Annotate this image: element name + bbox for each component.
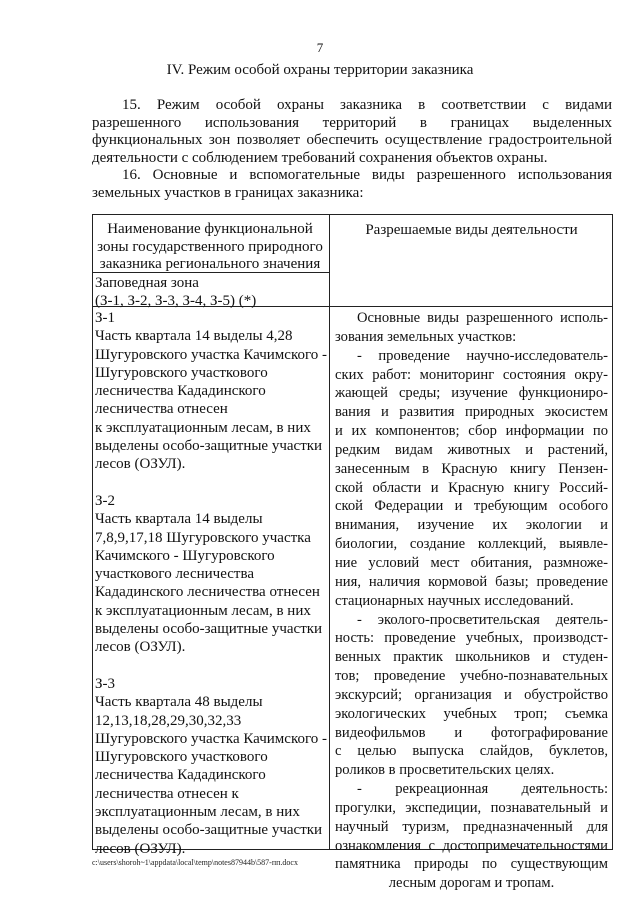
activity-line: жающей среды; изучение функциониро- — [335, 385, 608, 402]
activity-line: роликов в просветительских целях. — [335, 762, 555, 779]
parcel-line: выделены особо-защитные участки — [95, 621, 323, 638]
table-border-top — [92, 214, 613, 215]
parcel-line: Часть квартала 14 выделы 4,28 — [95, 328, 293, 345]
parcel-line: лесов (ОЗУЛ). — [95, 840, 186, 857]
activity-line: научный туризм, предназначенный для — [335, 818, 608, 835]
activity-line: тов; проведение учебно-познавательных — [335, 668, 608, 685]
paragraph-15-line: разрешенного использования территорий в границах выделенных — [92, 114, 612, 131]
paragraph-15-line: 15. Режим особой охраны заказника в соответствии с видами — [122, 97, 612, 113]
activity-line: занесенным в Красную книгу Пензен- — [335, 460, 608, 477]
activity-line: ность: проведение учебных, производст- — [335, 630, 608, 647]
activity-line: вания и развития природных экосистем — [335, 404, 608, 421]
parcel-line: лесничества отнесен — [95, 401, 228, 418]
parcel-line: Часть квартала 14 выделы — [95, 511, 263, 528]
permitted-activities-cell — [335, 309, 608, 893]
activity-line: ния, наличия кормовой базы; проведение — [335, 573, 608, 590]
parcel-line: Шугуровского участкового — [95, 364, 268, 381]
parcel-line: выделены особо-защитные участки — [95, 822, 323, 839]
table-border-left — [92, 214, 93, 850]
activity-line: ние условий мест обитания, размноже- — [335, 554, 608, 571]
parcel-line: Качимского - Шугуровского — [95, 547, 275, 564]
parcel-line: Шугуровского участкового — [95, 749, 268, 766]
parcel-line: к эксплуатационным лесам, в них — [95, 602, 311, 619]
activity-line: - эколого-просветительская деятель- — [357, 611, 608, 628]
parcel-line: эксплуатационным лесам, в них — [95, 804, 300, 821]
activity-line: ских работ: мониторинг состояния окру- — [335, 366, 608, 383]
activity-line: прогулки, экспедиции, познавательный и — [335, 799, 608, 816]
paragraph-15 — [92, 97, 612, 167]
activity-line: ознакомления с достопримечательностями — [335, 837, 608, 854]
paragraph-16 — [92, 167, 612, 202]
spacer — [95, 657, 327, 675]
activity-line: экскурсий; организация и обустройство — [335, 686, 608, 703]
zone-parcels-cell — [95, 309, 327, 858]
page-number: 7 — [316, 40, 324, 55]
parcel-line: Кададинского лесничества отнесен — [95, 584, 320, 601]
table-header-zone — [92, 221, 328, 274]
table-header-activities: Разрешаемые виды деятельности — [365, 222, 578, 238]
activity-line: внимания, изучение их экологии и — [335, 517, 608, 534]
header-line: Наименование функциональной — [107, 221, 313, 237]
paragraph-15-line: функциональных зон позволяет обеспечить осуществление градостроительной — [92, 132, 612, 149]
parcel-code: З-3 — [95, 675, 116, 692]
activity-line: и их компонентов; сбор информации по — [335, 423, 608, 440]
parcel-line: лесов (ОЗУЛ). — [95, 639, 186, 656]
activity-line: - рекреационная деятельность: — [357, 781, 608, 798]
zone-name-cell — [95, 274, 327, 311]
activity-line: лесным дорогам и тропам. — [388, 875, 555, 892]
paragraph-16-line: 16. Основные и вспомогательные виды разрешенного использования — [122, 167, 612, 183]
zone-codes: (З-1, З-2, З-3, З-4, З-5) (*) — [95, 293, 257, 310]
activity-line: ской области и Красную книгу Россий- — [335, 479, 608, 496]
table-border-right — [612, 214, 613, 850]
parcel-line: участкового лесничества — [95, 566, 255, 583]
parcel-line: к эксплуатационным лесам, в них — [95, 419, 311, 436]
activity-line: венных практик школьников и студен- — [335, 649, 608, 666]
parcel-line: Шугуровского участка Качимского - — [95, 346, 328, 363]
table-column-divider — [329, 214, 330, 850]
parcel-line: лесов (ОЗУЛ). — [95, 456, 186, 473]
activity-line: стационарных научных исследований. — [335, 592, 574, 609]
footer-file-path: c:\users\shoroh~1\appdata\local\temp\notes87944b\587-пп.docx — [92, 858, 298, 867]
activity-line: - проведение научно-исследователь- — [357, 347, 608, 364]
parcel-line: 7,8,9,17,18 Шугуровского участка — [95, 529, 311, 546]
parcel-line: лесничества Кададинского — [95, 767, 266, 784]
section-heading: IV. Режим особой охраны территории заказника — [166, 62, 474, 78]
activity-line: видеофильмов и фотографирование — [335, 724, 608, 741]
parcel-line: лесничества Кададинского — [95, 383, 266, 400]
activity-line: памятника природы по существующим — [335, 856, 608, 873]
activity-line: с целью выпуска слайдов, буклетов, — [335, 743, 608, 760]
parcel-code: З-1 — [95, 310, 116, 326]
activity-line: Основные виды разрешенного исполь- — [357, 310, 608, 326]
parcel-line: лесничества отнесен к — [95, 785, 239, 802]
activity-line: зования земельных участков: — [335, 328, 517, 345]
paragraph-15-line: деятельности с соблюдением требований сохранения объектов охраны. — [92, 149, 548, 166]
parcel-line: Шугуровского участка Качимского - — [95, 730, 328, 747]
zone-name: Заповедная зона — [95, 275, 199, 291]
header-line: зоны государственного природного — [97, 238, 323, 255]
parcel-line: 12,13,18,28,29,30,32,33 — [95, 712, 242, 729]
paragraph-16-line: земельных участков в границах заказника: — [92, 184, 364, 201]
spacer — [95, 474, 327, 492]
activity-line: редким видам животных и растений, — [335, 441, 608, 458]
header-line: заказника регионального значения — [99, 256, 321, 272]
activity-line: биологии, создание коллекций, выявле- — [335, 536, 608, 553]
parcel-line: Часть квартала 48 выделы — [95, 694, 263, 711]
activity-line: ской Федерации и требующим особого — [335, 498, 608, 515]
parcel-line: выделены особо-защитные участки — [95, 438, 323, 455]
activity-line: экологических учебных троп; съемка — [335, 705, 608, 722]
parcel-code: З-2 — [95, 492, 116, 509]
